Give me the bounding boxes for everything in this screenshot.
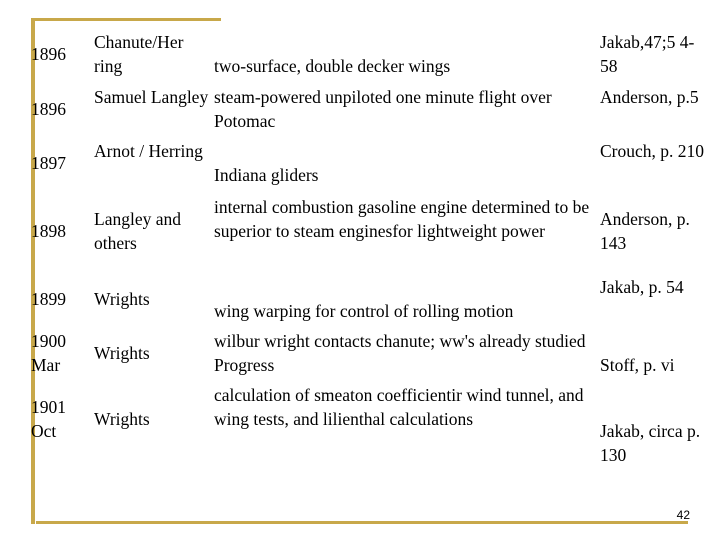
source-cell: Jakab, p. 54 [600,277,684,297]
source-cell: Jakab, circa p. 130 [600,421,701,465]
table-row [0,329,720,377]
what-cell: wilbur wright contacts chanute; ww's already studied Progress [214,331,586,375]
who-cell: Langley and others [94,209,181,253]
source-cell: Anderson, p.5 [600,87,699,107]
year-cell: 1901 Oct [31,397,66,441]
table-row [0,275,720,323]
year-cell: 1898 [31,221,66,241]
table-row [0,139,720,187]
top-rule [31,18,221,21]
who-cell: Wrights [94,343,150,363]
what-cell: calculation of smeaton coefficientir wind tunnel, and wing tests, and lilienthal calculations [214,385,584,429]
what-cell: two-surface, double decker wings [214,56,451,76]
what-cell: internal combustion gasoline engine determined to be superior to steam enginesfor lightweight power [214,197,590,241]
page-number: 42 [676,508,690,522]
what-cell: wing warping for control of rolling motion [214,301,514,321]
who-cell: Wrights [94,409,150,429]
source-cell: Jakab,47;5 4-58 [600,32,695,76]
who-cell: Wrights [94,289,150,309]
who-cell: Arnot / Herring [94,141,203,161]
source-cell: Crouch, p. 210 [600,141,705,161]
bottom-rule [36,521,688,524]
table-row [0,383,720,465]
year-cell: 1896 [31,44,66,64]
table-row [0,195,720,267]
year-cell: 1899 [31,289,66,309]
who-cell: Samuel Langley [94,87,209,107]
what-cell: Indiana gliders [214,165,319,185]
what-cell: steam-powered unpiloted one minute flight over Potomac [214,87,552,131]
table-row [0,85,720,133]
year-cell: 1900 Mar [31,331,66,375]
year-cell: 1897 [31,153,66,173]
source-cell: Anderson, p. 143 [600,209,690,253]
who-cell: Chanute/Her ring [94,32,184,76]
source-cell: Stoff, p. vi [600,355,675,375]
year-cell: 1896 [31,99,66,119]
table-row [0,30,720,78]
